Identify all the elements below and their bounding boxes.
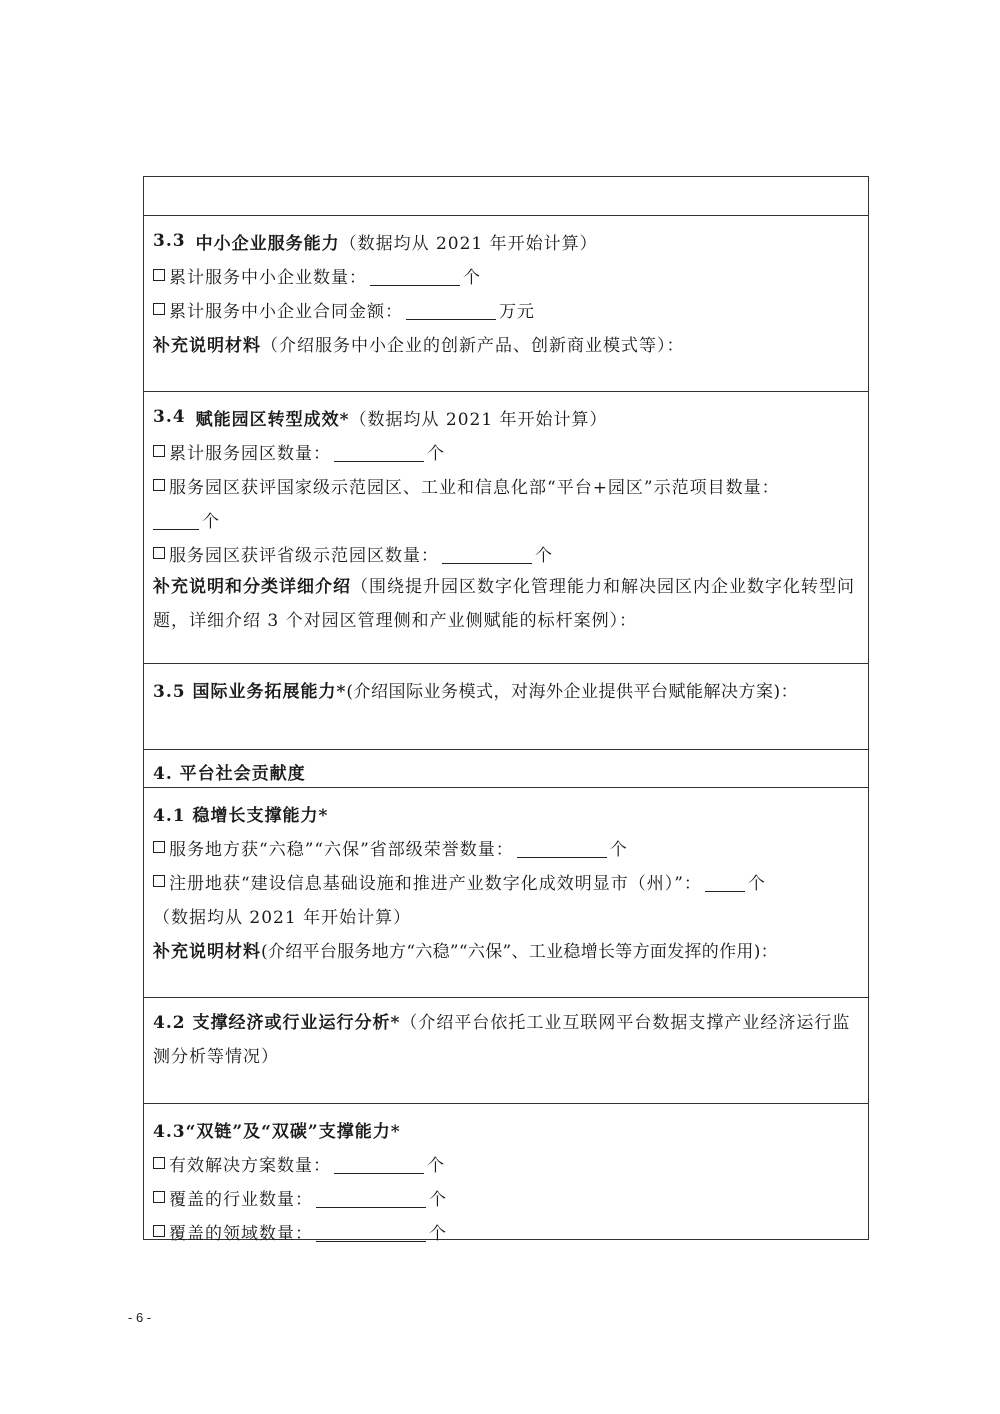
field-label: 服务园区获评国家级示范园区、工业和信息化部“平台+园区”示范项目数量： (169, 477, 780, 498)
unit-label: 个 (427, 443, 445, 464)
unit-label: 个 (463, 267, 481, 288)
section-note: （数据均从 2021 年开始计算） (349, 409, 608, 430)
supplement-text: (介绍平台服务地方“六稳”“六保”、工业稳增长等方面发挥的作用)： (261, 941, 778, 962)
continuation-row (153, 502, 859, 536)
unit-label: 万元 (499, 301, 535, 322)
checkbox[interactable] (153, 1191, 165, 1203)
blank-field[interactable] (316, 1187, 426, 1208)
blank-field[interactable] (406, 299, 496, 320)
checkbox[interactable] (153, 303, 165, 315)
supplement-text: （围绕提升园区数字化管理能力和解决园区内企业数字化转型问题，详细介绍 3 个对园区管理侧和产业侧赋能的标杆案例）： (153, 577, 855, 631)
section-title (153, 796, 859, 830)
unit-label: 个 (429, 1223, 447, 1244)
field-label: 覆盖的行业数量： (169, 1189, 313, 1210)
unit-label: 个 (202, 511, 220, 532)
checkbox-row (153, 1180, 859, 1214)
section-paragraph (153, 1006, 859, 1074)
page-number: - 6 - (128, 1310, 152, 1325)
section-heading: 4.1 稳增长支撑能力* (153, 805, 329, 826)
section-3-5 (144, 663, 868, 749)
field-label: 服务园区获评省级示范园区数量： (169, 545, 439, 566)
blank-field[interactable] (442, 543, 532, 564)
checkbox[interactable] (153, 1157, 165, 1169)
checkbox[interactable] (153, 479, 165, 491)
section-heading: 4.2 支撑经济或行业运行分析* (153, 1013, 401, 1033)
section-4 (144, 749, 868, 787)
unit-label: 个 (427, 1155, 445, 1176)
checkbox-row (153, 536, 859, 570)
checkbox[interactable] (153, 547, 165, 559)
field-label: 累计服务中小企业合同金额： (169, 301, 403, 322)
field-label: 累计服务中小企业数量： (169, 267, 367, 288)
checkbox-row (153, 292, 859, 326)
blank-field[interactable] (370, 265, 460, 286)
checkbox-row (153, 258, 859, 292)
section-title (153, 672, 859, 706)
section-4-2 (144, 997, 868, 1103)
section-heading: 中小企业服务能力 (195, 233, 340, 254)
supplement-label: 补充说明材料 (153, 335, 261, 356)
supplement-label: 补充说明材料 (153, 941, 261, 962)
section-empty-top (144, 177, 868, 215)
checkbox[interactable] (153, 445, 165, 457)
unit-label: 个 (609, 839, 628, 860)
section-note: （数据均从 2021 年开始计算） (153, 907, 412, 928)
blank-field[interactable] (316, 1221, 426, 1242)
section-heading: 3.5 国际业务拓展能力* (153, 681, 347, 702)
blank-field[interactable] (705, 871, 745, 892)
supplement-paragraph (153, 570, 859, 638)
field-label: 覆盖的领域数量： (169, 1223, 313, 1244)
supplement-label: 补充说明和分类详细介绍 (153, 577, 351, 597)
section-description: （介绍平台依托工业互联网平台数据支撑产业经济运行监测分析等情况） (153, 1013, 851, 1067)
blank-field[interactable] (334, 441, 424, 462)
unit-label: 个 (429, 1189, 447, 1210)
blank-field[interactable] (517, 837, 607, 858)
blank-field[interactable] (153, 509, 199, 530)
checkbox[interactable] (153, 1225, 165, 1237)
section-3-4 (144, 391, 868, 663)
section-number: 3.3 (153, 231, 186, 251)
section-heading: 4.3“双链”及“双碳”支撑能力* (153, 1121, 401, 1142)
section-title (153, 400, 859, 434)
section-title (153, 224, 859, 258)
checkbox[interactable] (153, 269, 165, 281)
section-description: (介绍国际业务模式，对海外企业提供平台赋能解决方案)： (346, 681, 799, 702)
checkbox-row (153, 1214, 859, 1248)
section-title (153, 754, 859, 788)
section-4-3 (144, 1103, 868, 1244)
field-label: 服务地方获“六稳”“六保”省部级荣誉数量： (169, 839, 514, 860)
checkbox[interactable] (153, 841, 165, 853)
field-label: 注册地获“建设信息基础设施和推进产业数字化成效明显市（州）”： (169, 873, 702, 894)
note-row (153, 898, 859, 932)
checkbox-row (153, 830, 859, 864)
form-table (143, 176, 869, 1244)
checkbox[interactable] (153, 875, 165, 887)
unit-label: 个 (747, 873, 766, 894)
section-4-1 (144, 787, 868, 997)
supplement-row (153, 326, 859, 360)
section-number: 3.4 (153, 407, 186, 427)
blank-field[interactable] (334, 1153, 424, 1174)
field-label: 累计服务园区数量： (169, 443, 331, 464)
section-title (153, 1112, 859, 1146)
section-heading: 4. 平台社会贡献度 (153, 763, 306, 784)
checkbox-row (153, 468, 859, 502)
checkbox-row (153, 864, 859, 898)
section-heading: 赋能园区转型成效* (195, 409, 350, 430)
checkbox-row (153, 1146, 859, 1180)
field-label: 有效解决方案数量： (169, 1155, 331, 1176)
checkbox-row (153, 434, 859, 468)
unit-label: 个 (535, 545, 553, 566)
section-3-3 (144, 215, 868, 391)
section-note: （数据均从 2021 年开始计算） (339, 233, 598, 254)
supplement-text: （介绍服务中小企业的创新产品、创新商业模式等）： (261, 335, 685, 356)
supplement-row (153, 932, 859, 966)
